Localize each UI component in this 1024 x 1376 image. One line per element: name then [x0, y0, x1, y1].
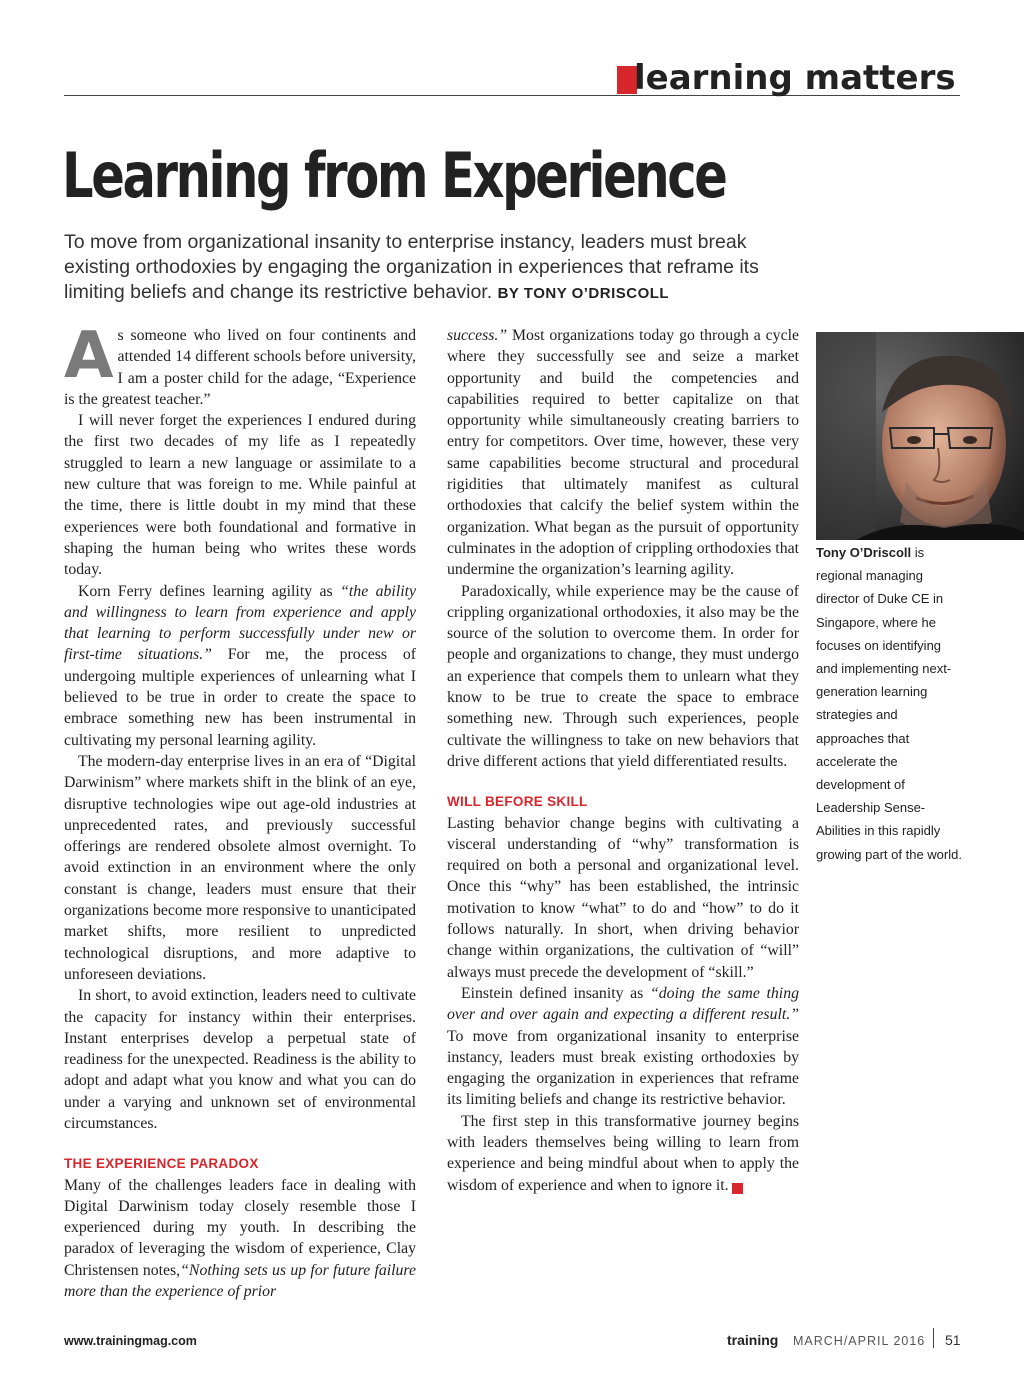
- paragraph: [64, 319, 416, 410]
- author-bio: [816, 541, 966, 866]
- byline: BY TONY O’DRISCOLL: [497, 285, 670, 302]
- paragraph: Lasting behavior change begins with cultivating a visceral understanding of “why” transformation is required on both a personal and organizational level. Once this “why” has been established, the intrinsic motivation to know “what” to do and “how” to do it follows naturally. In short, when driving behavior change within organizations, the cultivation of “will” always must precede the development of “skill.”: [447, 814, 799, 981]
- paragraph: [447, 983, 799, 1111]
- section-label: learning matters: [634, 58, 956, 98]
- quote-text: “the ability and willingness to learn from experience and apply that learning to perform successfully under new or first-time situations.”: [64, 582, 416, 664]
- article-title: Learning from Experience: [62, 139, 726, 212]
- paragraph: [64, 1175, 416, 1303]
- paragraph: The modern-day enterprise lives in an era of “Digital Darwinism” where markets shift in the blink of an eye, disruptive technologies wipe out age-old industries at unprecedented rates, and previously successful offerings are rendered obsolete almost overnight. To avoid extinction in an environment where the only constant is change, leaders must ensure that their organizations become more responsive to unanticipated market shifts, more resilient to unpredicted technological disruptions, and more adaptive to unforeseen deviations.: [64, 752, 416, 983]
- paragraph-text: s someone who lived on four continents and attended 14 different schools before university, I am a poster child for the adage, “Experience is the greatest teacher.”: [64, 327, 416, 408]
- article-deck: [64, 230, 784, 306]
- quote-text: success.”: [447, 327, 508, 344]
- paragraph-text: The first step in this transformative journey begins with leaders themselves being willing to learn from experience and being mindful about when to apply the wisdom of experience and when to ignore it.: [447, 1112, 799, 1194]
- author-portrait-image: [816, 332, 1024, 540]
- spacer: [64, 1134, 416, 1153]
- paragraph: I will never forget the experiences I endured during the first two decades of my life as I repeatedly struggled to learn a new language or assimilate to a new culture that was foreign to me. While painful at the time, there is little doubt in my mind that these experiences were both foundational and formative in shaping the human being who writes these words today.: [64, 412, 416, 579]
- footer-brand: training: [727, 1332, 779, 1348]
- footer-url: www.trainingmag.com: [64, 1334, 197, 1348]
- paragraph-text: For me, the process of undergoing multiple experiences of unlearning what I believed to be true in order to create the space to embrace something new has been instrumental in cultivating my personal learning agility.: [64, 646, 416, 749]
- paragraph-text: Most organizations today go through a cycle where they successfully see and seize a market opportunity and build the competencies and capabilities required to better capitalize on that opportunity while simultaneously creating barriers to entry for competitors. Over time, however, these very same capabilities become structural and procedural rigidities that ultimately manifest as cultural orthodoxies that calcify the belief system within the organization. What began as the pursuit of opportunity culminates in the adoption of crippling orthodoxies that undermine the organization’s learning agility.: [447, 327, 799, 579]
- subhead-will-before-skill: WILL BEFORE SKILL: [447, 794, 588, 810]
- bio-text: is regional managing director of Duke CE in Singapore, where he focuses on identifying and implementing next-generation learning strategies and approaches that accelerate the development of Leadership Sense-Abilities in this rapidly growing part of the world.: [816, 545, 962, 862]
- subhead-experience-paradox: THE EXPERIENCE PARADOX: [64, 1156, 259, 1172]
- drop-cap: A: [64, 319, 114, 393]
- paragraph-text: Einstein defined insanity as: [461, 984, 650, 1002]
- page-number: 51: [945, 1332, 961, 1348]
- quote-text: “Nothing sets us up for future failure more than the experience of prior: [64, 1261, 416, 1301]
- deck-text: To move from organizational insanity to enterprise instancy, leaders must break existing orthodoxies by engaging the organization in experiences that reframe its limiting beliefs and change its restrictive behavior.: [64, 231, 759, 303]
- paragraph: [64, 581, 416, 751]
- author-photo: [816, 332, 1024, 540]
- paragraph: [447, 1111, 799, 1196]
- paragraph: In short, to avoid extinction, leaders need to cultivate the capacity for instancy within their enterprises. Instant enterprises develop a perpetual state of readiness for the unexpected. Readiness is the ability to adopt and adapt what you know and what you can do under a varying and unknown set of environmental circumstances.: [64, 987, 416, 1132]
- paragraph-text: Korn Ferry defines learning agility as: [78, 582, 341, 600]
- article-column-1: [64, 319, 416, 1302]
- footer-date: MARCH/APRIL 2016: [793, 1334, 926, 1348]
- paragraph-text: To move from organizational insanity to enterprise instancy, leaders must break existing orthodoxies by engaging the organization in experiences that reframe its limiting beliefs and change its restrictive behavior.: [447, 1027, 799, 1109]
- paragraph: [447, 325, 799, 581]
- footer-separator: [933, 1328, 934, 1348]
- paragraph-text: Many of the challenges leaders face in dealing with Digital Darwinism today closely resemble those I experienced during my youth. In describing the paradox of leveraging the wisdom of experience, Clay Christensen notes,: [64, 1176, 416, 1279]
- article-column-2: [447, 325, 799, 1196]
- paragraph: Paradoxically, while experience may be the cause of crippling organizational orthodoxies, it also may be the source of the solution to overcome them. In order for people and organizations to change, they must undergo an experience that compels them to unlearn what they know to be true to create the space to embrace something new. Through such experiences, people cultivate the willingness to take on new behaviors that drive different actions that yield differentiated results.: [447, 582, 799, 770]
- spacer: [447, 772, 799, 791]
- author-name: Tony O’Driscoll: [816, 545, 912, 560]
- end-mark-icon: t: [732, 1183, 743, 1194]
- quote-text: “doing the same thing over and over again and expecting a different result.”: [447, 984, 799, 1024]
